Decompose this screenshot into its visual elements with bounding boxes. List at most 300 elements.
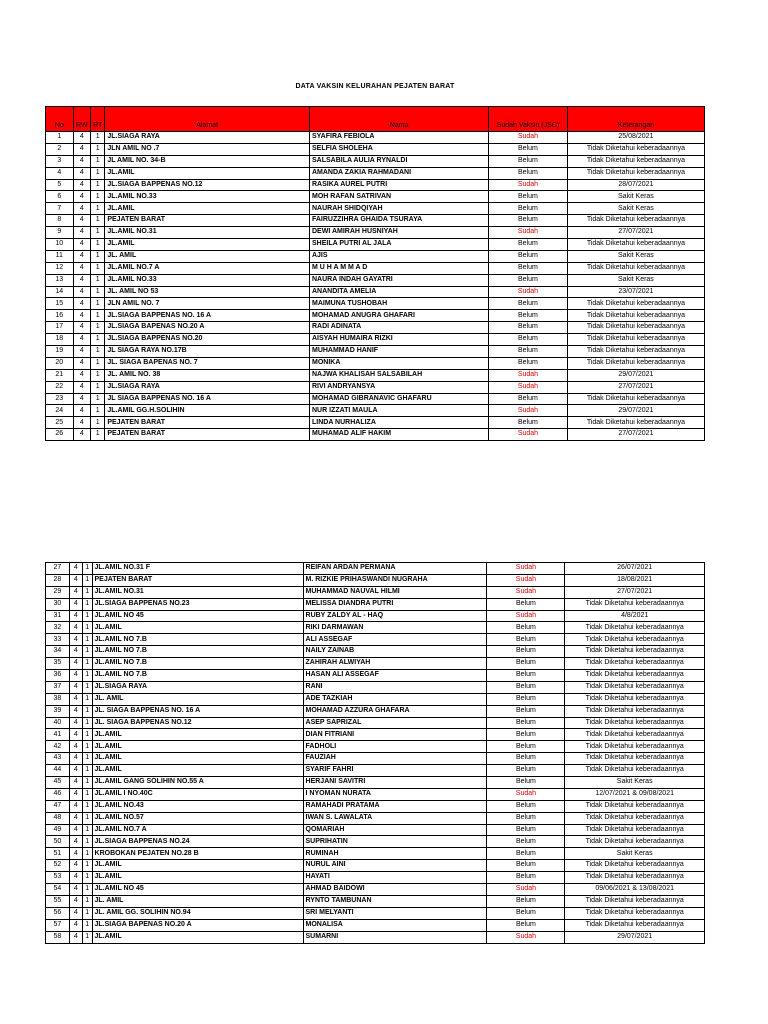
cell-status: Belum xyxy=(487,705,565,717)
cell-nama: ALI ASSEGAF xyxy=(303,634,487,646)
cell-keterangan: 23/07/2021 xyxy=(567,286,704,298)
cell-status: Belum xyxy=(487,670,565,682)
cell-rw: 4 xyxy=(73,227,90,239)
cell-rw: 4 xyxy=(69,658,82,670)
cell-nama: NURUL AINI xyxy=(303,860,487,872)
cell-rt: 1 xyxy=(91,298,105,310)
cell-nama: MOH RAFAN SATRIVAN xyxy=(309,191,488,203)
cell-alamat: JL.AMIL xyxy=(92,741,303,753)
cell-status: Belum xyxy=(489,239,568,251)
cell-keterangan: 29/07/2021 xyxy=(567,405,704,417)
cell-status: Belum xyxy=(489,334,568,346)
cell-keterangan: Tidak Diketahui keberadaannya xyxy=(565,741,705,753)
cell-alamat: JL.SIAGA RAYA xyxy=(105,132,310,144)
cell-alamat: JL.AMIL xyxy=(92,931,303,943)
cell-nama: ASEP SAPRIZAL xyxy=(303,717,487,729)
cell-rt: 1 xyxy=(91,143,105,155)
cell-rt: 1 xyxy=(82,610,92,622)
table-row xyxy=(46,179,705,191)
header-status: Sudah Vaksin (JSC) xyxy=(489,107,568,132)
cell-no: 12 xyxy=(46,262,74,274)
cell-no: 25 xyxy=(46,417,74,429)
cell-alamat: JL SIAGA BAPPENAS NO. 16 A xyxy=(105,393,310,405)
cell-status: Belum xyxy=(487,741,565,753)
cell-status: Belum xyxy=(489,346,568,358)
cell-status: Sudah xyxy=(489,179,568,191)
cell-no: 4 xyxy=(46,167,74,179)
cell-status: Belum xyxy=(489,191,568,203)
cell-keterangan: 28/07/2021 xyxy=(567,179,704,191)
cell-no: 20 xyxy=(46,357,74,369)
cell-rw: 4 xyxy=(69,646,82,658)
cell-nama: AMANDA ZAKIA RAHMADANI xyxy=(309,167,488,179)
cell-keterangan: Tidak Diketahui keberadaannya xyxy=(565,634,705,646)
cell-rw: 4 xyxy=(69,598,82,610)
table-header-row xyxy=(46,107,705,132)
cell-rw: 4 xyxy=(73,393,90,405)
cell-keterangan: Tidak Diketahui keberadaannya xyxy=(567,322,704,334)
cell-keterangan: Tidak Diketahui keberadaannya xyxy=(565,800,705,812)
cell-no: 1 xyxy=(46,132,74,144)
cell-alamat: JL.SIAGA BAPPENAS NO. 16 A xyxy=(105,310,310,322)
cell-no: 31 xyxy=(46,610,70,622)
table-row xyxy=(46,298,705,310)
cell-no: 38 xyxy=(46,693,70,705)
table-row xyxy=(46,717,705,729)
cell-keterangan: 29/07/2021 xyxy=(565,931,705,943)
cell-nama: SELFIA SHOLEHA xyxy=(309,143,488,155)
cell-status: Belum xyxy=(487,800,565,812)
cell-rw: 4 xyxy=(73,346,90,358)
cell-alamat: JL.AMIL I NO.40C xyxy=(92,788,303,800)
cell-rw: 4 xyxy=(73,417,90,429)
cell-no: 35 xyxy=(46,658,70,670)
vaccine-table-part-2 xyxy=(45,562,705,944)
cell-status: Sudah xyxy=(487,586,565,598)
cell-status: Belum xyxy=(487,836,565,848)
cell-status: Belum xyxy=(489,357,568,369)
cell-no: 23 xyxy=(46,393,74,405)
cell-rt: 1 xyxy=(82,598,92,610)
cell-keterangan: Tidak Diketahui keberadaannya xyxy=(565,646,705,658)
cell-no: 16 xyxy=(46,310,74,322)
cell-nama: M. RIZKIE PRIHASWANDI NUGRAHA xyxy=(303,574,487,586)
table-row xyxy=(46,191,705,203)
cell-keterangan: Tidak Diketahui keberadaannya xyxy=(565,765,705,777)
cell-rt: 1 xyxy=(82,681,92,693)
cell-nama: NAILY ZAINAB xyxy=(303,646,487,658)
cell-alamat: PEJATEN BARAT xyxy=(105,417,310,429)
cell-status: Sudah xyxy=(487,563,565,575)
cell-keterangan: 12/07/2021 & 09/08/2021 xyxy=(565,788,705,800)
cell-rt: 1 xyxy=(82,788,92,800)
cell-no: 17 xyxy=(46,322,74,334)
cell-no: 45 xyxy=(46,777,70,789)
cell-rw: 4 xyxy=(69,705,82,717)
cell-rt: 1 xyxy=(82,717,92,729)
cell-no: 39 xyxy=(46,705,70,717)
header-rt: RT xyxy=(91,107,105,132)
cell-alamat: JL.AMIL xyxy=(105,239,310,251)
cell-alamat: JLN AMIL NO .7 xyxy=(105,143,310,155)
cell-no: 55 xyxy=(46,895,70,907)
cell-alamat: JL.AMIL xyxy=(92,729,303,741)
cell-no: 22 xyxy=(46,381,74,393)
cell-rw: 4 xyxy=(73,132,90,144)
cell-nama: FAIRUZZIHRA GHAIDA TSURAYA xyxy=(309,215,488,227)
table-row xyxy=(46,250,705,262)
cell-nama: AJIS xyxy=(309,250,488,262)
cell-alamat: JL.AMIL GANG SOLIHIN NO.55 A xyxy=(92,777,303,789)
cell-status: Belum xyxy=(487,753,565,765)
cell-keterangan: Sakit Keras xyxy=(567,203,704,215)
cell-rw: 4 xyxy=(69,824,82,836)
cell-alamat: JL.AMIL NO 7.B xyxy=(92,646,303,658)
table-row xyxy=(46,658,705,670)
cell-rw: 4 xyxy=(69,563,82,575)
table-row xyxy=(46,334,705,346)
cell-rw: 4 xyxy=(69,622,82,634)
cell-alamat: JL. AMIL GG. SOLIHIN NO.94 xyxy=(92,907,303,919)
cell-nama: MOHAMAD GIBRANAVIC GHAFARU xyxy=(309,393,488,405)
cell-rw: 4 xyxy=(69,574,82,586)
table-row xyxy=(46,610,705,622)
cell-rw: 4 xyxy=(73,369,90,381)
cell-rw: 4 xyxy=(73,429,90,441)
cell-status: Sudah xyxy=(487,610,565,622)
cell-no: 34 xyxy=(46,646,70,658)
cell-nama: MONALISA xyxy=(303,919,487,931)
header-alamat: Alamat xyxy=(105,107,310,132)
table-row xyxy=(46,753,705,765)
cell-nama: DIAN FITRIANI xyxy=(303,729,487,741)
cell-status: Belum xyxy=(489,215,568,227)
cell-nama: MUHAMMAD HANIF xyxy=(309,346,488,358)
cell-keterangan: 25/08/2021 xyxy=(567,132,704,144)
cell-no: 40 xyxy=(46,717,70,729)
table-row xyxy=(46,405,705,417)
cell-no: 41 xyxy=(46,729,70,741)
table-row xyxy=(46,788,705,800)
cell-nama: RADI ADINATA xyxy=(309,322,488,334)
cell-status: Belum xyxy=(487,765,565,777)
cell-rt: 1 xyxy=(82,824,92,836)
cell-rt: 1 xyxy=(91,429,105,441)
cell-keterangan: 27/07/2021 xyxy=(565,586,705,598)
table-row xyxy=(46,729,705,741)
cell-nama: AISYAH HUMAIRA RIZKI xyxy=(309,334,488,346)
cell-status: Sudah xyxy=(489,429,568,441)
table-row xyxy=(46,836,705,848)
cell-nama: HASAN ALI ASSEGAF xyxy=(303,670,487,682)
table-row xyxy=(46,155,705,167)
cell-rw: 4 xyxy=(69,729,82,741)
cell-alamat: PEJATEN BARAT xyxy=(92,574,303,586)
cell-rw: 4 xyxy=(69,812,82,824)
cell-alamat: JL.AMIL NO.7 A xyxy=(92,824,303,836)
cell-rt: 1 xyxy=(91,322,105,334)
cell-no: 18 xyxy=(46,334,74,346)
cell-alamat: JL.AMIL xyxy=(92,753,303,765)
cell-rt: 1 xyxy=(82,705,92,717)
cell-alamat: JL.SIAGA RAYA xyxy=(105,381,310,393)
cell-no: 29 xyxy=(46,586,70,598)
cell-keterangan: Tidak Diketahui keberadaannya xyxy=(565,598,705,610)
cell-keterangan: Tidak Diketahui keberadaannya xyxy=(565,824,705,836)
cell-rw: 4 xyxy=(69,765,82,777)
header-no: No xyxy=(46,107,74,132)
cell-alamat: JL.AMIL GG.H.SOLIHIN xyxy=(105,405,310,417)
table-row xyxy=(46,812,705,824)
cell-keterangan: Tidak Diketahui keberadaannya xyxy=(567,155,704,167)
cell-alamat: JLN AMIL NO. 7 xyxy=(105,298,310,310)
cell-keterangan: 27/07/2021 xyxy=(567,429,704,441)
cell-rw: 4 xyxy=(69,919,82,931)
cell-no: 32 xyxy=(46,622,70,634)
table-row xyxy=(46,884,705,896)
cell-rt: 1 xyxy=(82,622,92,634)
cell-no: 52 xyxy=(46,860,70,872)
cell-status: Belum xyxy=(487,848,565,860)
cell-no: 28 xyxy=(46,574,70,586)
cell-status: Belum xyxy=(487,872,565,884)
cell-keterangan: 26/07/2021 xyxy=(565,563,705,575)
cell-no: 10 xyxy=(46,239,74,251)
cell-status: Sudah xyxy=(489,132,568,144)
cell-nama: HERJANI SAVITRI xyxy=(303,777,487,789)
cell-keterangan: 09/06/2021 & 13/08/2021 xyxy=(565,884,705,896)
cell-rt: 1 xyxy=(91,274,105,286)
cell-nama: AHMAD BAIDOWI xyxy=(303,884,487,896)
cell-nama: RASIKA AUREL PUTRI xyxy=(309,179,488,191)
cell-alamat: JL.AMIL NO 7.B xyxy=(92,670,303,682)
cell-rt: 1 xyxy=(82,919,92,931)
cell-rw: 4 xyxy=(73,334,90,346)
cell-alamat: JL.AMIL xyxy=(92,860,303,872)
table-row xyxy=(46,622,705,634)
cell-rt: 1 xyxy=(82,646,92,658)
cell-alamat: JL. SIAGA BAPPENAS NO.12 xyxy=(92,717,303,729)
cell-rt: 1 xyxy=(91,417,105,429)
cell-no: 13 xyxy=(46,274,74,286)
cell-nama: SUMARNI xyxy=(303,931,487,943)
cell-nama: MELISSA DIANDRA PUTRI xyxy=(303,598,487,610)
cell-rw: 4 xyxy=(69,777,82,789)
cell-alamat: JL.SIAGA RAYA xyxy=(92,681,303,693)
cell-alamat: JL. AMIL xyxy=(105,250,310,262)
cell-nama: HAYATI xyxy=(303,872,487,884)
cell-nama: MOHAMAD ANUGRA GHAFARI xyxy=(309,310,488,322)
cell-alamat: JL. AMIL NO. 38 xyxy=(105,369,310,381)
table-row xyxy=(46,369,705,381)
cell-no: 42 xyxy=(46,741,70,753)
cell-rw: 4 xyxy=(69,800,82,812)
cell-nama: QOMARIAH xyxy=(303,824,487,836)
table-body-part-2 xyxy=(46,563,705,944)
cell-no: 21 xyxy=(46,369,74,381)
cell-alamat: JL.AMIL NO 45 xyxy=(92,610,303,622)
cell-keterangan: Tidak Diketahui keberadaannya xyxy=(567,143,704,155)
cell-status: Belum xyxy=(489,203,568,215)
cell-alamat: JL.AMIL NO.31 xyxy=(105,227,310,239)
cell-status: Belum xyxy=(489,143,568,155)
cell-keterangan: Tidak Diketahui keberadaannya xyxy=(567,167,704,179)
cell-nama: LINDA NURHALIZA xyxy=(309,417,488,429)
table-row xyxy=(46,574,705,586)
cell-keterangan: Tidak Diketahui keberadaannya xyxy=(565,860,705,872)
cell-alamat: KROBOKAN PEJATEN NO.28 B xyxy=(92,848,303,860)
cell-rt: 1 xyxy=(82,765,92,777)
cell-keterangan: Tidak Diketahui keberadaannya xyxy=(565,729,705,741)
cell-nama: RYNTO TAMBUNAN xyxy=(303,895,487,907)
cell-keterangan: 27/07/2021 xyxy=(567,227,704,239)
table-row xyxy=(46,872,705,884)
table-row xyxy=(46,848,705,860)
cell-no: 5 xyxy=(46,179,74,191)
cell-keterangan: Tidak Diketahui keberadaannya xyxy=(565,836,705,848)
cell-rt: 1 xyxy=(82,574,92,586)
cell-no: 37 xyxy=(46,681,70,693)
cell-rt: 1 xyxy=(91,369,105,381)
cell-no: 3 xyxy=(46,155,74,167)
cell-rt: 1 xyxy=(91,227,105,239)
cell-rt: 1 xyxy=(82,670,92,682)
cell-keterangan: Tidak Diketahui keberadaannya xyxy=(565,670,705,682)
cell-alamat: JL. AMIL xyxy=(92,895,303,907)
cell-rw: 4 xyxy=(73,155,90,167)
cell-rw: 4 xyxy=(73,239,90,251)
cell-status: Belum xyxy=(487,693,565,705)
cell-rw: 4 xyxy=(69,884,82,896)
header-nama: Nama xyxy=(309,107,488,132)
cell-rw: 4 xyxy=(73,310,90,322)
table-row xyxy=(46,681,705,693)
cell-nama: ZAHIRAH ALWIYAH xyxy=(303,658,487,670)
cell-rt: 1 xyxy=(82,586,92,598)
cell-no: 43 xyxy=(46,753,70,765)
cell-rw: 4 xyxy=(73,357,90,369)
table-row xyxy=(46,167,705,179)
cell-rt: 1 xyxy=(82,884,92,896)
cell-alamat: JL.SIAGA BAPPENAS NO.12 xyxy=(105,179,310,191)
cell-rt: 1 xyxy=(82,848,92,860)
cell-keterangan: Tidak Diketahui keberadaannya xyxy=(567,346,704,358)
cell-nama: MONIKA xyxy=(309,357,488,369)
cell-rt: 1 xyxy=(82,777,92,789)
cell-nama: NAJWA KHALISAH SALSABILAH xyxy=(309,369,488,381)
cell-rt: 1 xyxy=(91,286,105,298)
cell-no: 53 xyxy=(46,872,70,884)
cell-no: 8 xyxy=(46,215,74,227)
cell-status: Belum xyxy=(489,262,568,274)
cell-keterangan: Sakit Keras xyxy=(567,191,704,203)
cell-rt: 1 xyxy=(91,132,105,144)
cell-rt: 1 xyxy=(82,729,92,741)
cell-keterangan: Tidak Diketahui keberadaannya xyxy=(567,262,704,274)
cell-no: 54 xyxy=(46,884,70,896)
cell-keterangan: Tidak Diketahui keberadaannya xyxy=(567,298,704,310)
cell-no: 27 xyxy=(46,563,70,575)
cell-alamat: JL.SIAGA BAPPENAS NO.23 xyxy=(92,598,303,610)
cell-no: 11 xyxy=(46,250,74,262)
cell-keterangan: 29/07/2021 xyxy=(567,369,704,381)
table-row xyxy=(46,563,705,575)
cell-alamat: JL.AMIL NO 7.B xyxy=(92,658,303,670)
table-body-part-1 xyxy=(46,132,705,441)
cell-keterangan: Tidak Diketahui keberadaannya xyxy=(565,812,705,824)
cell-rw: 4 xyxy=(73,381,90,393)
cell-status: Belum xyxy=(489,250,568,262)
cell-status: Belum xyxy=(487,824,565,836)
cell-alamat: JL. AMIL NO 53 xyxy=(105,286,310,298)
cell-alamat: JL.AMIL NO.43 xyxy=(92,800,303,812)
cell-no: 58 xyxy=(46,931,70,943)
table-row xyxy=(46,381,705,393)
cell-rt: 1 xyxy=(91,191,105,203)
cell-keterangan: Sakit Keras xyxy=(567,250,704,262)
cell-nama: ADE TAZKIAH xyxy=(303,693,487,705)
cell-no: 14 xyxy=(46,286,74,298)
cell-keterangan: Tidak Diketahui keberadaannya xyxy=(567,393,704,405)
cell-rt: 1 xyxy=(91,381,105,393)
cell-no: 26 xyxy=(46,429,74,441)
table-row xyxy=(46,429,705,441)
cell-rt: 1 xyxy=(82,860,92,872)
table-row xyxy=(46,239,705,251)
cell-nama: SYARIF FAHRI xyxy=(303,765,487,777)
table-row xyxy=(46,274,705,286)
cell-no: 19 xyxy=(46,346,74,358)
cell-rt: 1 xyxy=(82,658,92,670)
cell-keterangan: Tidak Diketahui keberadaannya xyxy=(565,753,705,765)
cell-nama: NAURAH SHIDQIYAH xyxy=(309,203,488,215)
cell-status: Belum xyxy=(487,681,565,693)
table-row xyxy=(46,393,705,405)
header-rw: RW xyxy=(73,107,90,132)
table-row xyxy=(46,907,705,919)
cell-rw: 4 xyxy=(69,670,82,682)
cell-rw: 4 xyxy=(69,693,82,705)
cell-alamat: JL.AMIL NO.31 xyxy=(92,586,303,598)
cell-keterangan: 4/8/2021 xyxy=(565,610,705,622)
cell-nama: FADHOLI xyxy=(303,741,487,753)
cell-nama: MOHAMAD AZZURA GHAFARA xyxy=(303,705,487,717)
cell-nama: SYAFIRA FEBIOLA xyxy=(309,132,488,144)
cell-alamat: JL.SIAGA BAPENAS NO.20 A xyxy=(92,919,303,931)
cell-alamat: JL.SIAGA BAPENAS NO.20 A xyxy=(105,322,310,334)
cell-rw: 4 xyxy=(69,741,82,753)
cell-nama: MUHAMMAD NAUVAL HILMI xyxy=(303,586,487,598)
cell-keterangan: Sakit Keras xyxy=(565,848,705,860)
cell-status: Belum xyxy=(489,155,568,167)
cell-rw: 4 xyxy=(69,610,82,622)
cell-no: 6 xyxy=(46,191,74,203)
cell-alamat: JL.AMIL NO.33 xyxy=(105,191,310,203)
cell-no: 36 xyxy=(46,670,70,682)
cell-rw: 4 xyxy=(69,836,82,848)
cell-rw: 4 xyxy=(73,250,90,262)
cell-keterangan: 18/08/2021 xyxy=(565,574,705,586)
cell-status: Belum xyxy=(487,658,565,670)
cell-no: 51 xyxy=(46,848,70,860)
cell-nama: SUPRIHATIN xyxy=(303,836,487,848)
cell-rw: 4 xyxy=(69,907,82,919)
table-row xyxy=(46,777,705,789)
cell-no: 50 xyxy=(46,836,70,848)
cell-rw: 4 xyxy=(69,931,82,943)
table-row xyxy=(46,143,705,155)
table-row xyxy=(46,741,705,753)
